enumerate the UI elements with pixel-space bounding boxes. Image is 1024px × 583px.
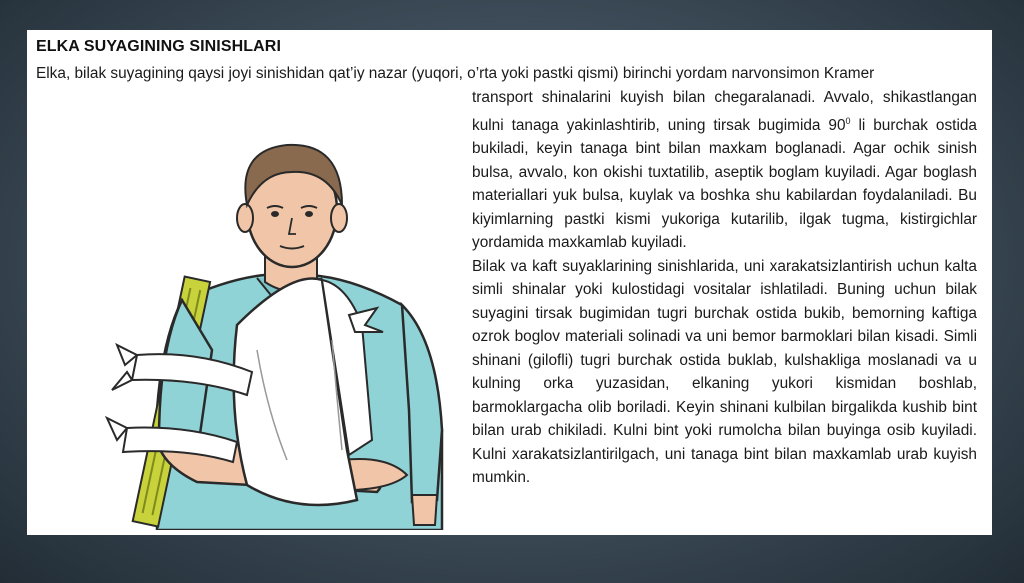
document-title: ELKA SUYAGINING SINISHLARI — [36, 38, 281, 55]
degree-superscript: 0 — [845, 115, 851, 126]
slide — [27, 30, 992, 535]
body-text — [472, 86, 977, 490]
intro-line: Elka, bilak suyagining qaysi joyi sinishidan qat’iy nazar (yuqori, o’rta yoki pastki qismi) birinchi yordam narvonsimon Kramer — [36, 65, 875, 82]
paragraph-2: Bilak va kaft suyaklarining sinishlarida, uni xarakatsizlantirish uchun kalta simli shinalar yoki kulostidagi vositalar ishlatiladi. Buning uchun bilak suyagini tirsak bugimidan tugri burchak ostida bukib, bemorning kaftiga ozrok boglov materiali solinadi va uni bemor barmoklari bilan kisadi. Simli shinani (giloflі) tugri burchak ostida buklab, kulshakliga moslanadi va u kulning orka yuzasidan, elkaning yukori kismidan boshlab, barmoklargacha olib boriladi. Keyin shinani kulbilan birgalikda kushib bint bilan urab chikiladi. Kulni bint yoki rumolcha bilan buyinga osib kuyiladi. Kulni xarakatsizlantirilgach, uni tanaga bint bilan maxkamlab urab kuyish mumkin. — [472, 257, 977, 486]
arm-sling-illustration — [87, 110, 467, 530]
paragraph-1-part-a: transport shinalarini kuyish bilan chegaralanadi. Avvalo, shikastlangan kulni tanaga yakinlashtirib, uning tirsak bugimida 90 — [472, 89, 977, 134]
paragraph-1 — [472, 86, 977, 255]
paragraph-1-part-b: li burchak ostida bukiladi, keyin tanaga bint bilan maxkam boglanadi. Agar ochik sinish bulsa, avvalo, kon okishi tuxtatilib, aseptik boglam kuyiladi. Agar boglash materiallari yuk bulsa, kuylak va boshka shu kabilardan foydalaniladi. Bu kiyimlarning pastki kismi yukoriga kutarilib, ilgak tugma, kistirgichlar yordamida maxkamlab kuyiladi. — [472, 116, 977, 251]
